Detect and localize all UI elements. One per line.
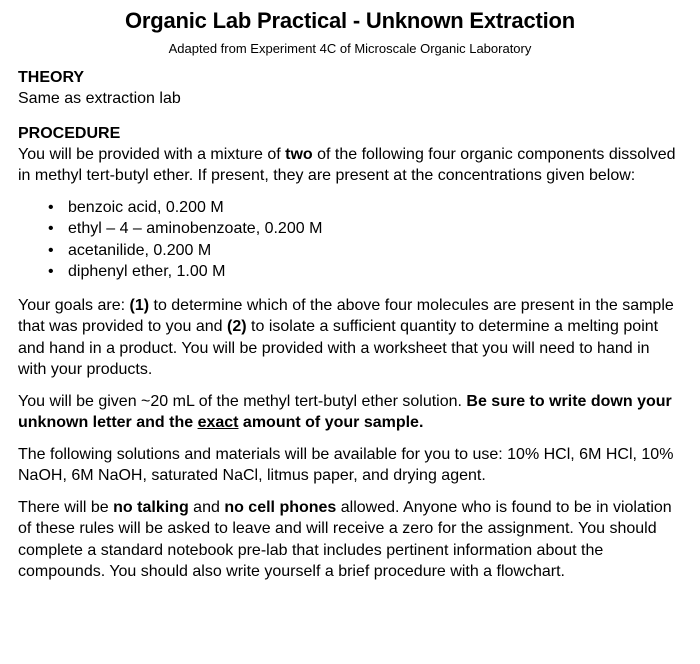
materials-paragraph: The following solutions and materials will be available for you to use: 10% HCl, 6M HCl, 10% NaOH, 6M NaOH, saturated NaCl, litmus paper, and drying agent.: [18, 445, 674, 484]
rules-text: There will be: [18, 498, 114, 516]
procedure-intro-text: You will be provided with a mixture of: [18, 145, 286, 163]
sample-text: You will be given ~20 mL of the methyl tert-butyl ether solution.: [18, 392, 467, 410]
component-label: ethyl – 4 – aminobenzoate, 0.200 M: [68, 220, 323, 237]
sample-warning: Be sure to write down your unknown letter and the: [18, 392, 672, 431]
procedure-heading: PROCEDURE: [18, 124, 121, 142]
list-item: [48, 261, 682, 283]
component-label: benzoic acid, 0.200 M: [68, 198, 224, 216]
procedure-intro-text-end: of the following four organic components dissolved in methyl tert-butyl ether. If present, they are present at the concentrations given below:: [18, 145, 676, 184]
bullet-icon: •: [48, 198, 54, 216]
document-page: [0, 6, 700, 664]
rule-no-phones: no cell phones: [224, 498, 337, 516]
rules-text: and: [188, 498, 225, 516]
list-item: [48, 240, 682, 262]
page-title: Organic Lab Practical - Unknown Extraction: [124, 8, 576, 33]
rules-paragraph: [18, 497, 682, 583]
list-item: [48, 218, 682, 240]
goals-paragraph: [18, 295, 682, 381]
rules-text: allowed. Anyone who is found to be in violation of these rules will be asked to leave and will receive a zero for the assignment. You should complete a standard notebook pre-lab that includes pertinent information about the compounds. You should also write yourself a brief procedure with a flowchart.: [18, 498, 672, 580]
procedure-intro-emphasis: two: [285, 145, 313, 163]
procedure-intro: [18, 144, 682, 187]
theory-text: Same as extraction lab: [18, 90, 181, 107]
bullet-icon: •: [48, 220, 54, 237]
component-label: acetanilide, 0.200 M: [68, 241, 212, 259]
sample-warning-end: amount of your sample.: [238, 414, 424, 431]
component-list: [18, 197, 682, 283]
goal-two-marker: (2): [227, 318, 247, 335]
component-label: diphenyl ether, 1.00 M: [68, 263, 226, 280]
sample-warning-underlined: exact: [197, 414, 239, 431]
theory-heading: THEORY: [18, 69, 85, 86]
rule-no-talking: no talking: [113, 498, 189, 516]
goals-text: to determine which of the above four molecules are present in the sample that was provided to you and: [18, 296, 674, 335]
sample-paragraph: [18, 391, 682, 434]
list-item: [48, 197, 682, 219]
bullet-icon: •: [48, 263, 54, 280]
bullet-icon: •: [48, 241, 54, 259]
goals-text: Your goals are:: [18, 296, 130, 314]
goals-text: to isolate a sufficient quantity to determine a melting point and hand in a product. You will be provided with a worksheet that you will need to hand in with your products.: [18, 318, 659, 378]
goal-one-marker: (1): [129, 296, 150, 314]
page-subtitle: Adapted from Experiment 4C of Microscale Organic Laboratory: [168, 41, 532, 56]
